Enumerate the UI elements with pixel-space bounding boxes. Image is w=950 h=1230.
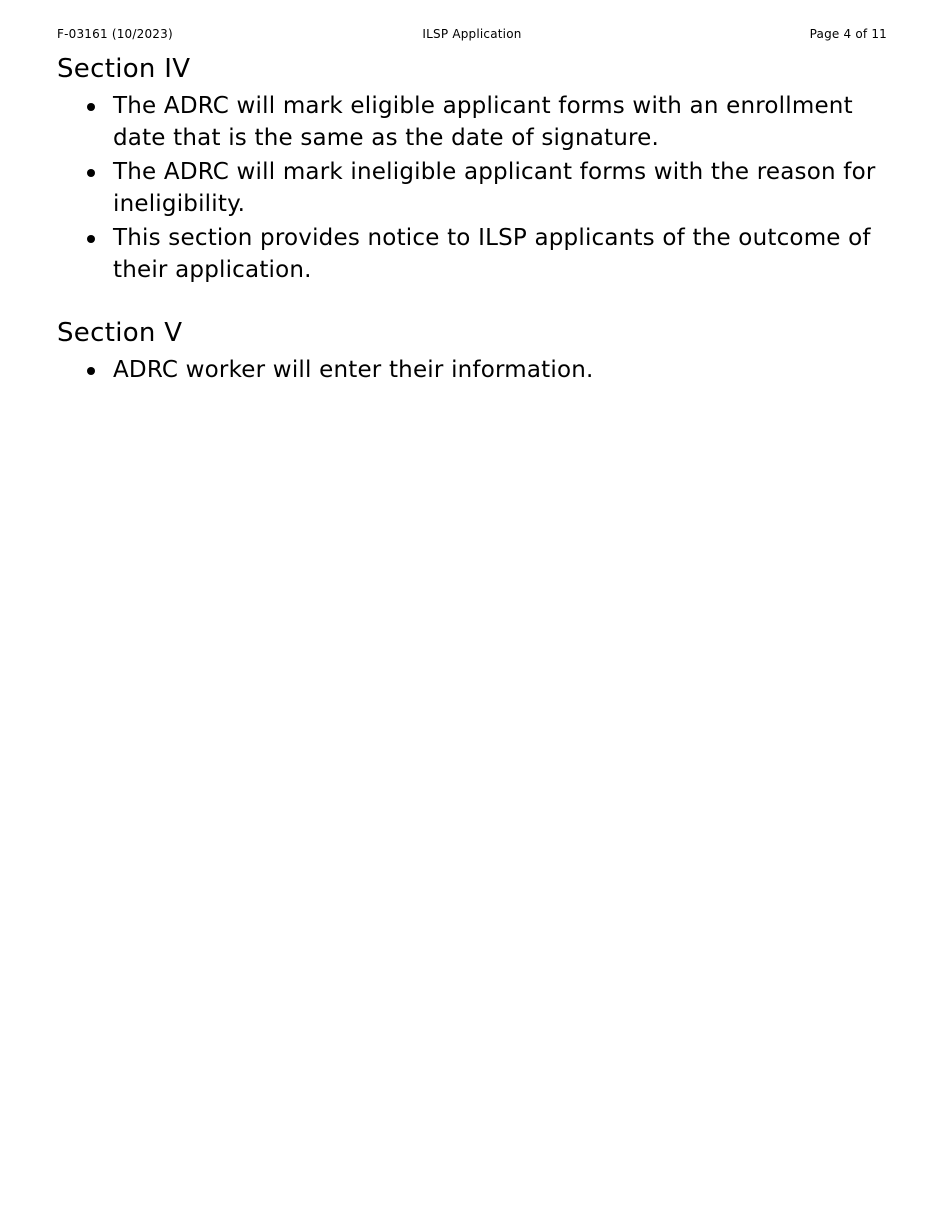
list-item [57,222,907,286]
section-spacer [57,288,907,316]
list-item [57,354,907,386]
list-item-text: ADRC worker will enter their information. [113,357,594,383]
bullet-list [57,90,907,286]
bullet-icon [87,235,95,243]
section-iv [57,52,907,286]
bullet-icon [87,169,95,177]
list-item-text: This section provides notice to ILSP applicants of the outcome of their application. [113,225,871,283]
section-heading: Section V [57,318,183,348]
section-heading: Section IV [57,54,191,84]
page-header [57,27,887,45]
list-item [57,156,907,220]
section-v [57,316,907,386]
bullet-list [57,354,907,386]
list-item [57,90,907,154]
bullet-icon [87,367,95,375]
bullet-icon [87,103,95,111]
form-number: F-03161 (10/2023) [57,27,173,41]
list-item-text: The ADRC will mark ineligible applicant forms with the reason for ineligibility. [113,159,876,217]
document-title: ILSP Application [422,27,522,41]
page-number: Page 4 of 11 [809,27,887,41]
list-item-text: The ADRC will mark eligible applicant forms with an enrollment date that is the same as the date of signature. [113,93,853,151]
document-body [57,52,907,388]
